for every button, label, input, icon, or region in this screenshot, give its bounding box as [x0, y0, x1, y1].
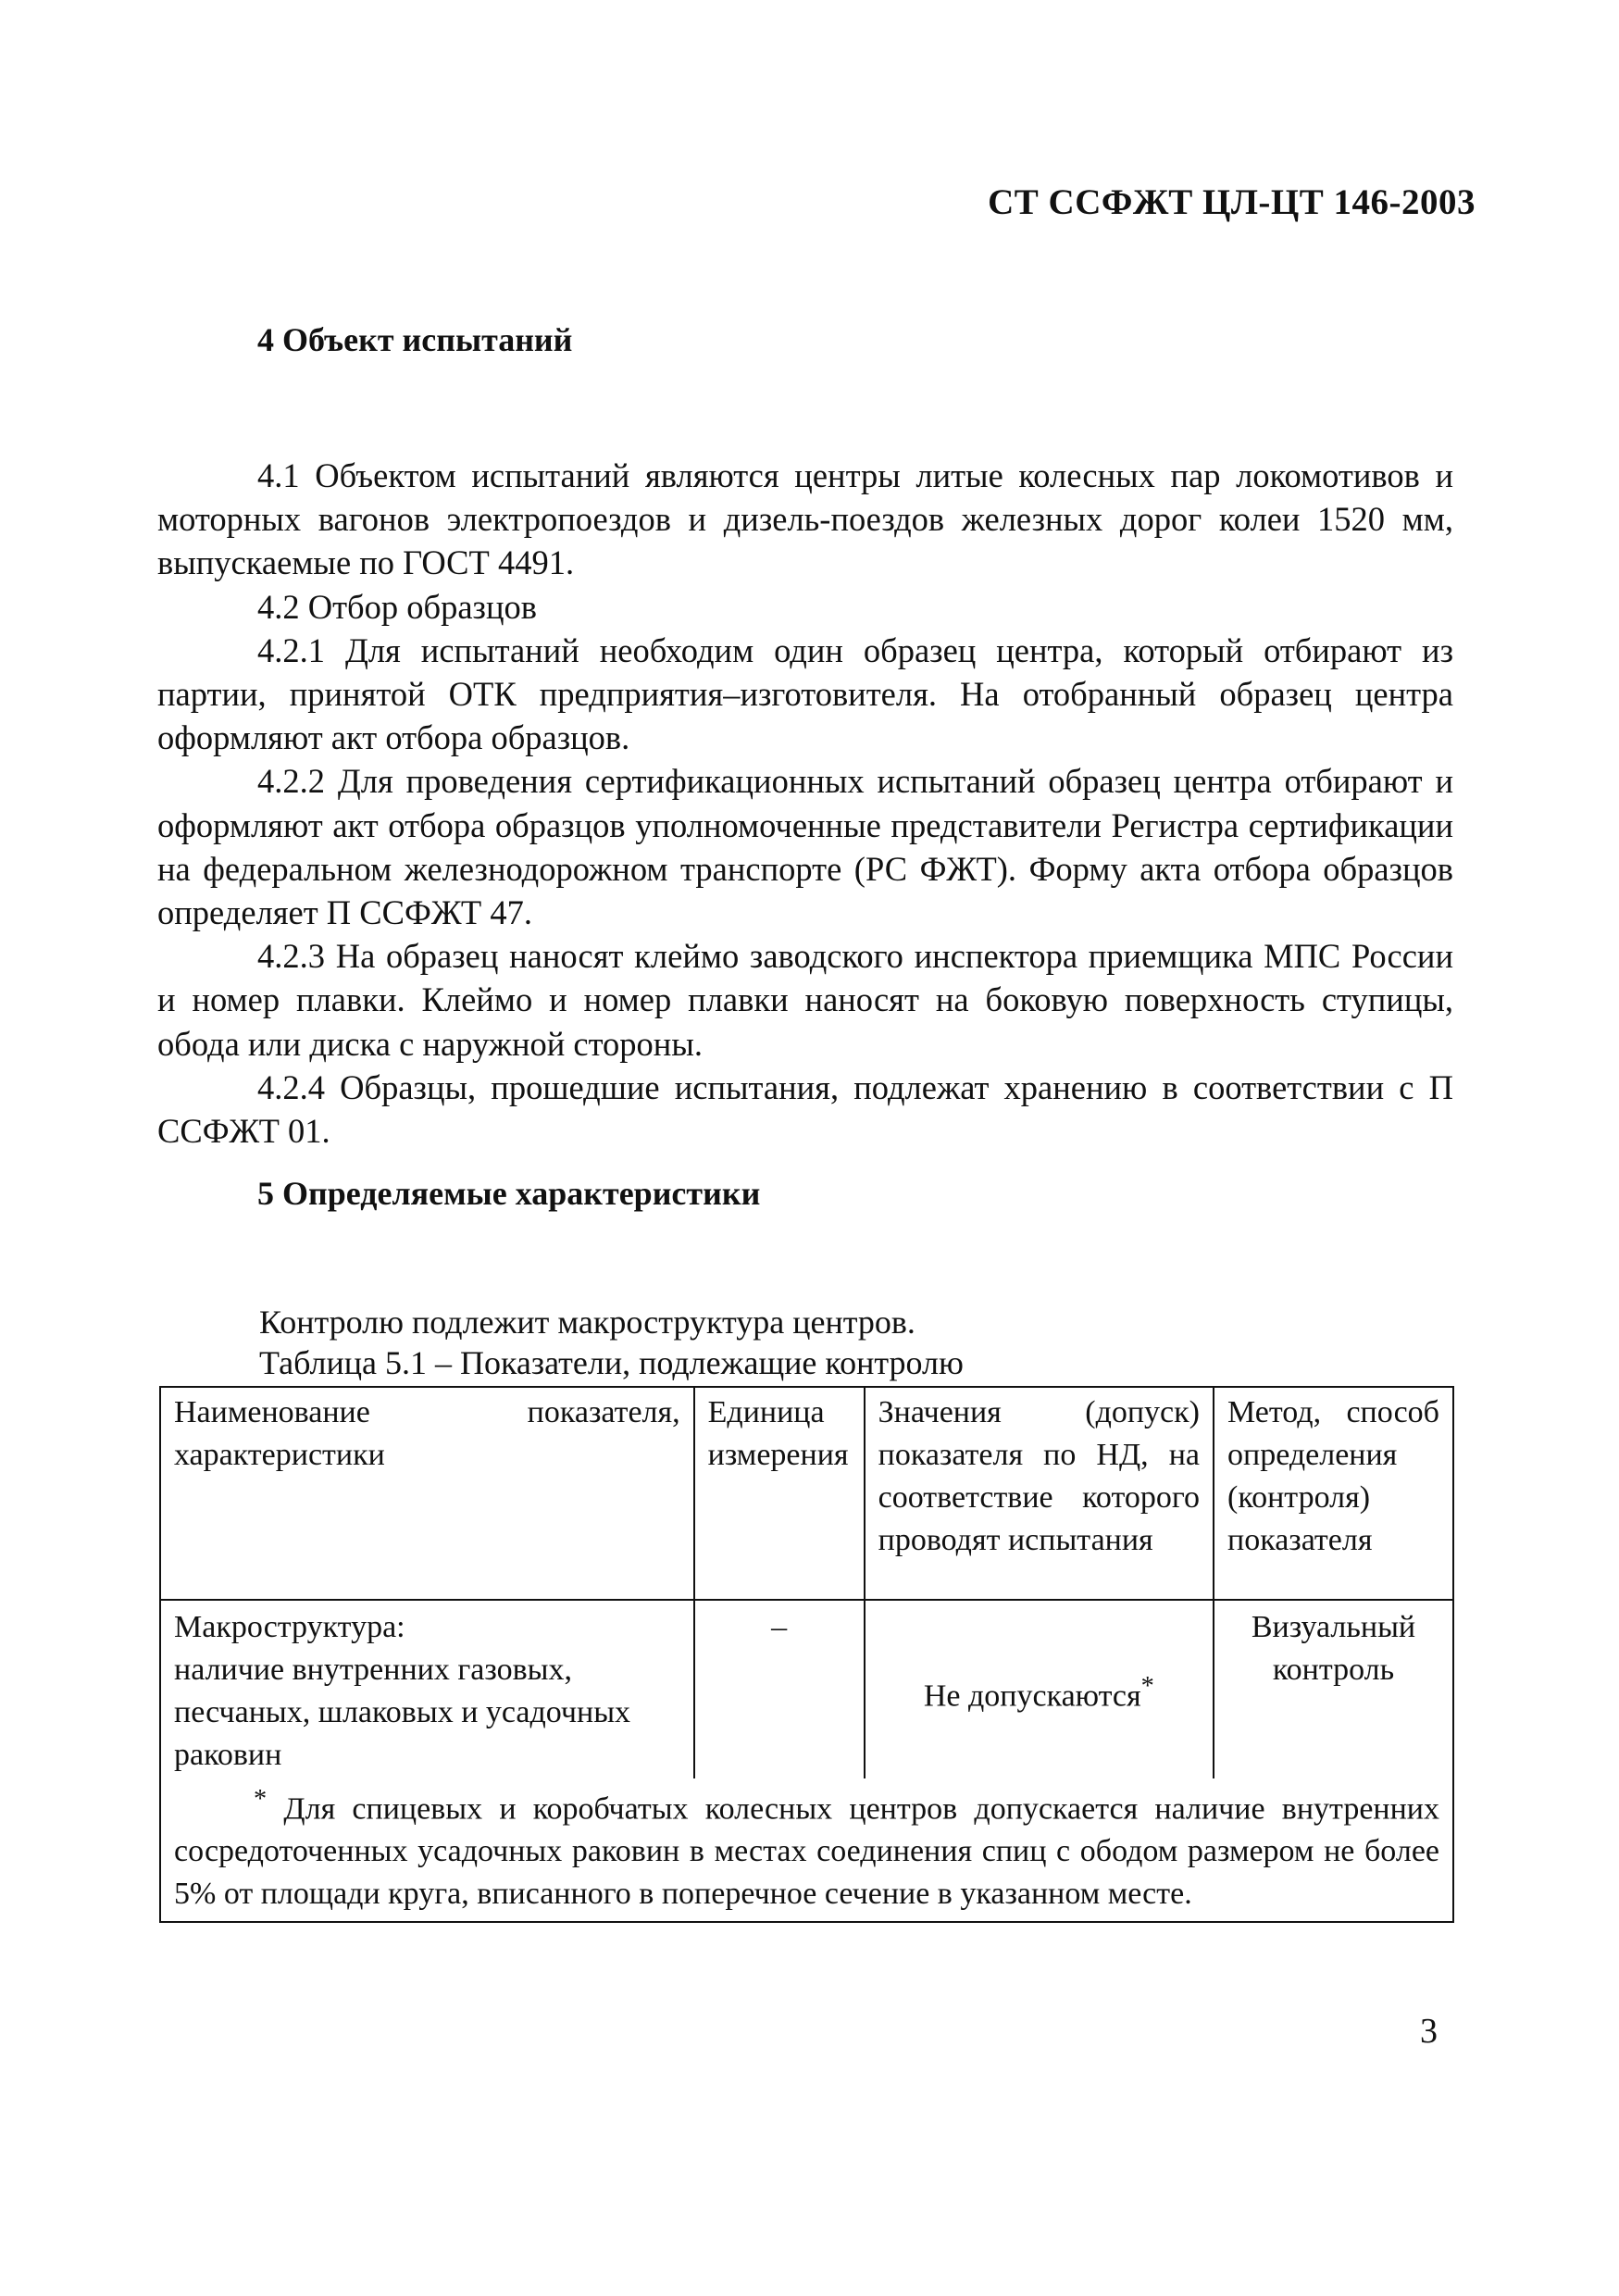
- cell-method: Визуальный контроль: [1214, 1600, 1453, 1778]
- table-caption: Таблица 5.1 – Показатели, подлежащие контролю: [259, 1344, 964, 1381]
- footnote-mark: *: [254, 1785, 268, 1814]
- header-unit: Единица измерения: [694, 1387, 865, 1600]
- document-code: СТ ССФЖТ ЦЛ-ЦТ 146-2003: [988, 182, 1476, 222]
- cell-unit: –: [694, 1600, 865, 1778]
- header-method: Метод, способ определения (контроля) показателя: [1214, 1387, 1453, 1600]
- value-text: Не допускаются: [923, 1678, 1141, 1714]
- section-5-heading: 5 Определяемые характеристики: [257, 1175, 761, 1212]
- section-4-heading: 4 Объект испытаний: [257, 321, 573, 358]
- paragraph-4-1: 4.1 Объектом испытаний являются центры литые колесных пар локомотивов и моторных вагонов электропоездов и дизель-поездов железных дорог колеи 1520 мм, выпускаемые по ГОСТ 4491.: [157, 456, 1453, 582]
- paragraph-4-2-4: 4.2.4 Образцы, прошедшие испытания, подлежат хранению в соответствии с П ССФЖТ 01.: [157, 1067, 1453, 1151]
- table-header-row: [160, 1387, 1453, 1600]
- paragraph-4-2-2: 4.2.2 Для проведения сертификационных испытаний образец центра отбирают и оформляют акт отбора образцов уполномоченные представители Регистра сертификации на федеральном железнодорожном транспорте (РС ФЖТ). Форму акта отбора образцов определяет П ССФЖТ 47.: [157, 762, 1453, 932]
- table-footnote: [160, 1778, 1453, 1922]
- paragraph-4-2-1: 4.2.1 Для испытаний необходим один образец центра, который отбирают из партии, принятой ОТК предприятия–изготовителя. На отобранный образец центра оформляют акт отбора образцов.: [157, 630, 1453, 757]
- section-4-body: [157, 454, 1453, 1153]
- header-indicator-name: Наименование показателя, характеристики: [160, 1387, 694, 1600]
- table-row: [160, 1600, 1453, 1778]
- page-number: 3: [1420, 2012, 1438, 2051]
- indicator-title: Макроструктура:: [174, 1610, 405, 1644]
- cell-indicator-name: [160, 1600, 694, 1778]
- cell-value: [865, 1600, 1214, 1778]
- footnote-text: Для спицевых и коробчатых колесных центров допускается наличие внутренних сосредоточенных усадочных раковин в местах соединения спиц с ободом размером не более 5% от площади круга, вписанного в поперечное сечение в указанном месте.: [174, 1791, 1439, 1912]
- section-5-intro: Контролю подлежит макроструктура центров.: [259, 1304, 915, 1341]
- indicators-table: [159, 1386, 1454, 1923]
- paragraph-4-2: 4.2 Отбор образцов: [257, 587, 537, 626]
- value-footnote-mark: *: [1140, 1671, 1154, 1701]
- paragraph-4-2-3: 4.2.3 На образец наносят клеймо заводского инспектора приемщика МПС России и номер плавки. Клеймо и номер плавки наносят на боковую поверхность ступицы, обода или диска с наружной стороны.: [157, 937, 1453, 1063]
- table-note-row: [160, 1778, 1453, 1922]
- header-value: Значения (допуск) показателя по НД, на соответствие которого проводят испытания: [865, 1387, 1214, 1600]
- indicator-detail: наличие внутренних газовых, песчаных, шлаковых и усадочных раковин: [174, 1653, 631, 1772]
